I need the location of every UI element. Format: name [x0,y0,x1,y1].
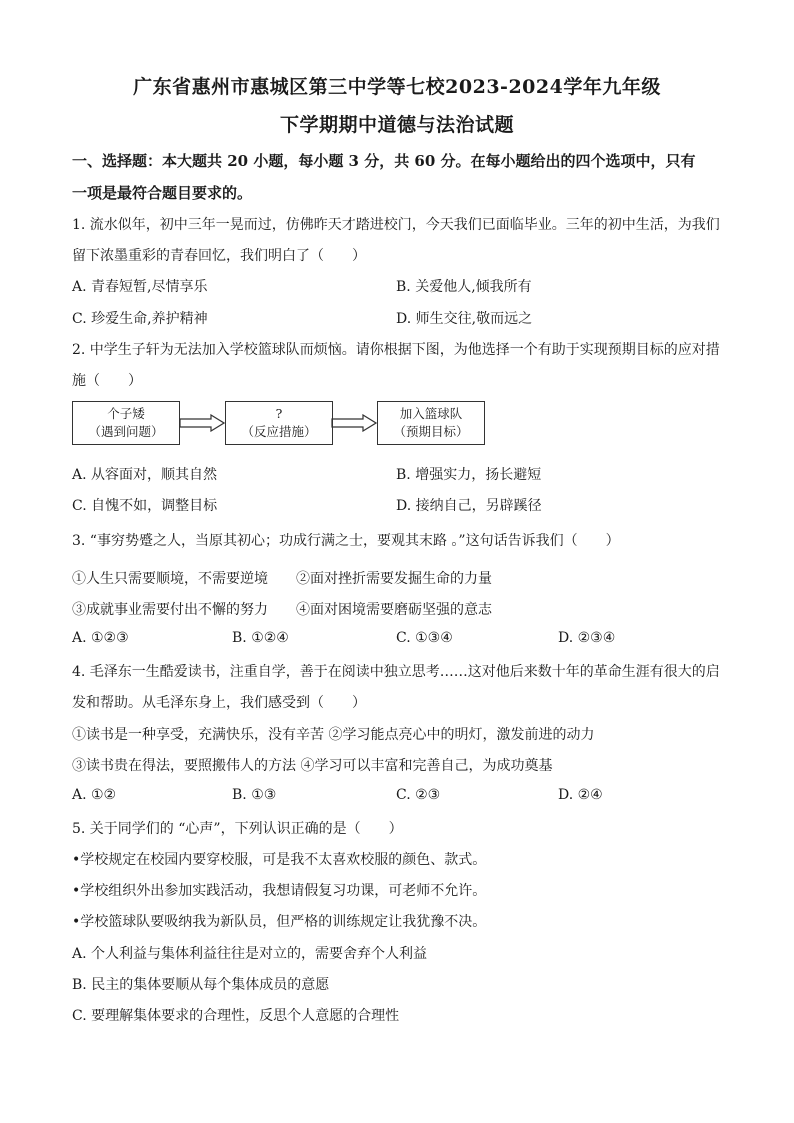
flow-arrow-right-icon [179,414,225,432]
q3-option-b: B. ①②④ [232,630,289,646]
q1-option-b: B. 关爱他人,倾我所有 [396,279,532,295]
q3-statement-3: ③成就事业需要付出不懈的努力 [72,602,268,618]
q5-voice-3: •学校篮球队要吸纳我为新队员，但严格的训练规定让我犹豫不决。 [72,914,487,930]
q2-stem-line2: 施（ ） [72,373,142,389]
q3-stem: 3. “事穷势蹙之人，当原其初心；功成行满之士，要观其末路 。”这句话告诉我们（ ） [72,533,620,549]
q4-statements-3-4: ③读书贵在得法，要照搬伟人的方法 ④学习可以丰富和完善自己，为成功奠基 [72,758,553,774]
q1-stem-line1: 1. 流水似年，初中三年一晃而过，仿佛昨天才踏进校门，今天我们已面临毕业。三年的初中生活，为我们 [72,217,720,233]
q1-option-c: C. 珍爱生命,养护精神 [72,311,208,327]
flow-box-goal-title: 加入篮球队 [399,406,463,421]
flow-box-goal-caption: （预期目标） [393,424,469,439]
q1-option-d: D. 师生交往,敬而远之 [396,311,533,327]
exam-title-line1: 广东省惠州市惠城区第三中学等七校2023-2024学年九年级 [133,76,661,98]
q4-option-b: B. ①③ [232,787,277,803]
q4-option-d: D. ②④ [558,787,603,803]
q4-stem-line2: 发和帮助。从毛泽东身上，我们感受到（ ） [72,695,366,711]
section-heading-line1: 一、选择题：本大题共 20 小题，每小题 3 分，共 60 分。在每小题给出的四个选项中，只有 [72,152,696,170]
q2-option-a: A. 从容面对，顺其自然 [72,467,218,483]
q4-stem-line1: 4. 毛泽东一生酷爱读书，注重自学，善于在阅读中独立思考……这对他后来数十年的革命生涯有很大的启 [72,664,720,680]
flow-box-response-caption: （反应措施） [241,424,317,439]
q5-option-a: A. 个人利益与集体利益往往是对立的，需要舍弃个人利益 [72,946,428,962]
q5-option-b: B. 民主的集体要顺从每个集体成员的意愿 [72,977,330,993]
q4-option-c: C. ②③ [396,787,441,803]
q3-option-d: D. ②③④ [558,630,616,646]
flow-box-goal [377,401,485,445]
q3-statement-4: ④面对困境需要磨砺坚强的意志 [296,602,492,618]
q2-option-c: C. 自愧不如，调整目标 [72,498,218,514]
flow-box-response-title: ? [275,406,283,421]
q3-statement-1: ①人生只需要顺境，不需要逆境 [72,571,268,587]
q3-option-a: A. ①②③ [72,630,129,646]
q5-option-c: C. 要理解集体要求的合理性，反思个人意愿的合理性 [72,1008,400,1024]
q1-option-a: A. 青春短暂,尽情享乐 [72,279,208,295]
q2-stem-line1: 2. 中学生子轩为无法加入学校篮球队而烦恼。请你根据下图，为他选择一个有助于实现预期目标的应对措 [72,342,720,358]
q5-voice-2: •学校组织外出参加实践活动，我想请假复习功课，可老师不允许。 [72,883,487,899]
flow-box-response [225,401,333,445]
flow-arrow-right-icon [331,414,377,432]
section-heading-line2: 一项是最符合题目要求的。 [72,184,253,202]
q4-option-a: A. ①② [72,787,117,803]
q5-stem: 5. 关于同学们的 “心声”，下列认识正确的是（ ） [72,821,403,837]
q2-option-d: D. 接纳自己，另辟蹊径 [396,498,542,514]
q3-statement-2: ②面对挫折需要发掘生命的力量 [296,571,492,587]
flow-box-problem-title: 个子矮 [107,406,145,421]
q5-voice-1: •学校规定在校园内要穿校服，可是我不太喜欢校服的颜色、款式。 [72,852,487,868]
q4-statements-1-2: ①读书是一种享受，充满快乐，没有辛苦 ②学习能点亮心中的明灯，激发前进的动力 [72,727,595,743]
q3-option-c: C. ①③④ [396,630,453,646]
exam-title-line2: 下学期期中道德与法治试题 [279,114,514,136]
flow-box-problem [72,401,180,445]
q2-option-b: B. 增强实力，扬长避短 [396,467,542,483]
flow-box-problem-caption: （遇到问题） [88,424,164,439]
q1-stem-line2: 留下浓墨重彩的青春回忆，我们明白了（ ） [72,248,366,264]
